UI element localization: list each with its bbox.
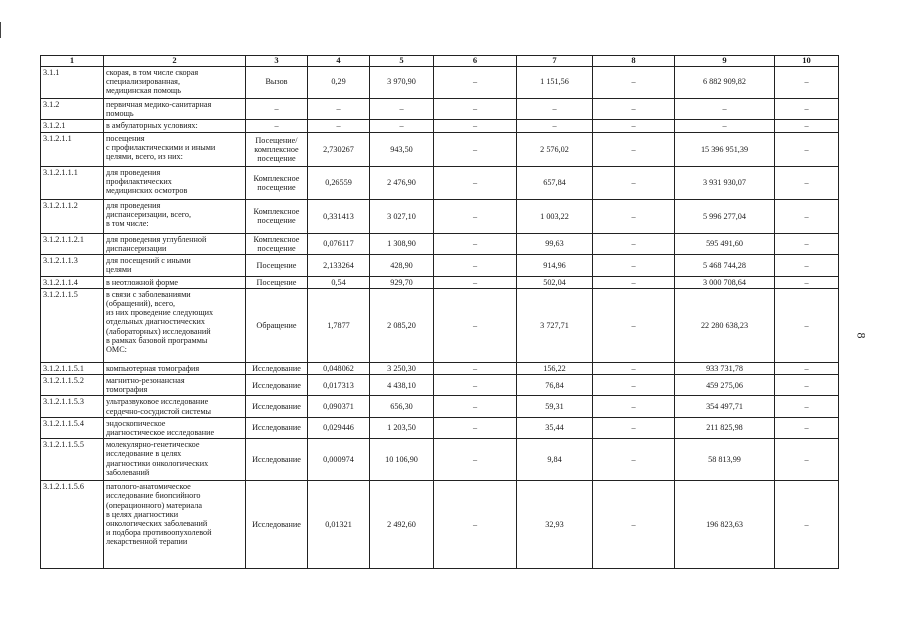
row-col6: – (434, 166, 517, 199)
table-row (41, 166, 839, 199)
row-cost: 4 438,10 (370, 375, 434, 396)
row-cost: – (370, 119, 434, 132)
table-row (41, 417, 839, 438)
row-cost: 1 308,90 (370, 233, 434, 254)
row-unit: Комплексное посещение (246, 199, 308, 233)
row-norm: 0,000974 (308, 439, 370, 481)
row-norm: 0,017313 (308, 375, 370, 396)
row-col6: – (434, 199, 517, 233)
table-body (41, 66, 839, 569)
row-col6: – (434, 233, 517, 254)
column-header-5: 5 (370, 56, 434, 67)
column-header-2: 2 (104, 56, 246, 67)
row-name: в амбулаторных условиях: (104, 119, 246, 132)
row-code: 3.1.2.1.1 (41, 132, 104, 166)
row-unit: Исследование (246, 375, 308, 396)
row-col10: – (775, 288, 839, 362)
column-header-7: 7 (517, 56, 593, 67)
row-norm: 0,331413 (308, 199, 370, 233)
scan-edge-mark (0, 22, 1, 38)
column-header-8: 8 (593, 56, 675, 67)
row-col10: – (775, 132, 839, 166)
row-col8: – (593, 439, 675, 481)
row-total: 196 823,63 (675, 481, 775, 569)
row-unit: Обращение (246, 288, 308, 362)
row-col10: – (775, 375, 839, 396)
row-col6: – (434, 417, 517, 438)
row-total: 933 731,78 (675, 362, 775, 374)
row-col10: – (775, 98, 839, 119)
row-total: 459 275,06 (675, 375, 775, 396)
row-norm: – (308, 98, 370, 119)
table-header (41, 56, 839, 67)
column-header-1: 1 (41, 56, 104, 67)
row-col8: – (593, 119, 675, 132)
row-unit: Исследование (246, 439, 308, 481)
table-row (41, 375, 839, 396)
row-name: патолого-анатомическое исследование биопсийного (операционного) материала в целях диагностики онкологических заболеваний и подбора противоопухолевой лекарственной терапии (104, 481, 246, 569)
row-per-capita: 59,31 (517, 396, 593, 417)
row-per-capita: 32,93 (517, 481, 593, 569)
table-row (41, 233, 839, 254)
row-cost: 3 250,30 (370, 362, 434, 374)
row-norm: 0,01321 (308, 481, 370, 569)
cost-table (40, 55, 839, 569)
row-norm: 0,048062 (308, 362, 370, 374)
row-cost: 943,50 (370, 132, 434, 166)
row-cost: 2 492,60 (370, 481, 434, 569)
table-row (41, 276, 839, 288)
row-col8: – (593, 233, 675, 254)
row-col10: – (775, 396, 839, 417)
row-name: для проведения профилактических медицинских осмотров (104, 166, 246, 199)
table-row (41, 288, 839, 362)
row-total: 58 813,99 (675, 439, 775, 481)
row-unit: Посещение (246, 255, 308, 276)
row-per-capita: 3 727,71 (517, 288, 593, 362)
row-norm: 0,26559 (308, 166, 370, 199)
row-col8: – (593, 255, 675, 276)
row-total: 5 468 744,28 (675, 255, 775, 276)
row-col10: – (775, 439, 839, 481)
row-per-capita: 99,63 (517, 233, 593, 254)
table-row (41, 396, 839, 417)
row-col8: – (593, 66, 675, 98)
row-name: ультразвуковое исследование сердечно-сосудистой системы (104, 396, 246, 417)
row-norm: 0,076117 (308, 233, 370, 254)
row-per-capita: 76,84 (517, 375, 593, 396)
row-col10: – (775, 66, 839, 98)
row-total: 5 996 277,04 (675, 199, 775, 233)
row-code: 3.1.2.1.1.5.5 (41, 439, 104, 481)
row-col8: – (593, 375, 675, 396)
row-col6: – (434, 119, 517, 132)
row-unit: Исследование (246, 362, 308, 374)
row-col10: – (775, 417, 839, 438)
row-name: первичная медико-санитарная помощь (104, 98, 246, 119)
row-norm: 0,29 (308, 66, 370, 98)
row-total: 3 000 708,64 (675, 276, 775, 288)
row-col6: – (434, 288, 517, 362)
row-norm: – (308, 119, 370, 132)
row-norm: 1,7877 (308, 288, 370, 362)
row-unit: Вызов (246, 66, 308, 98)
header-row (41, 56, 839, 67)
table-row (41, 439, 839, 481)
row-per-capita: 9,84 (517, 439, 593, 481)
row-unit: – (246, 119, 308, 132)
row-code: 3.1.2 (41, 98, 104, 119)
row-unit: Исследование (246, 481, 308, 569)
row-unit: Исследование (246, 417, 308, 438)
row-col10: – (775, 233, 839, 254)
row-name: магнитно-резонансная томография (104, 375, 246, 396)
row-per-capita: 657,84 (517, 166, 593, 199)
row-total: 6 882 909,82 (675, 66, 775, 98)
row-name: в связи с заболеваниями (обращений), всего, из них проведение следующих отдельных диагностических (лабораторных) исследований в рамках базовой программы ОМС: (104, 288, 246, 362)
row-cost: 3 970,90 (370, 66, 434, 98)
row-cost: 2 476,90 (370, 166, 434, 199)
row-col8: – (593, 288, 675, 362)
row-cost: 929,70 (370, 276, 434, 288)
row-per-capita: 156,22 (517, 362, 593, 374)
row-code: 3.1.2.1.1.4 (41, 276, 104, 288)
row-col10: – (775, 481, 839, 569)
row-unit: Посещение/ комплексное посещение (246, 132, 308, 166)
row-per-capita: 2 576,02 (517, 132, 593, 166)
row-col6: – (434, 375, 517, 396)
row-unit: Комплексное посещение (246, 166, 308, 199)
row-col8: – (593, 396, 675, 417)
table-row (41, 132, 839, 166)
row-col8: – (593, 417, 675, 438)
table-row (41, 199, 839, 233)
row-cost: 2 085,20 (370, 288, 434, 362)
row-unit: Исследование (246, 396, 308, 417)
row-total: 595 491,60 (675, 233, 775, 254)
row-cost: 428,90 (370, 255, 434, 276)
table-row (41, 481, 839, 569)
row-code: 3.1.2.1.1.5.2 (41, 375, 104, 396)
row-code: 3.1.1 (41, 66, 104, 98)
row-per-capita: 1 003,22 (517, 199, 593, 233)
column-header-6: 6 (434, 56, 517, 67)
row-code: 3.1.2.1.1.5 (41, 288, 104, 362)
row-total: 354 497,71 (675, 396, 775, 417)
row-col8: – (593, 481, 675, 569)
table-row (41, 362, 839, 374)
row-col8: – (593, 166, 675, 199)
row-code: 3.1.2.1 (41, 119, 104, 132)
row-norm: 2,730267 (308, 132, 370, 166)
row-name: для проведения углубленной диспансеризации (104, 233, 246, 254)
row-col6: – (434, 439, 517, 481)
row-per-capita: – (517, 98, 593, 119)
row-col6: – (434, 98, 517, 119)
row-per-capita: 502,04 (517, 276, 593, 288)
row-total: 22 280 638,23 (675, 288, 775, 362)
row-code: 3.1.2.1.1.1 (41, 166, 104, 199)
row-code: 3.1.2.1.1.5.4 (41, 417, 104, 438)
row-col10: – (775, 255, 839, 276)
row-cost: 3 027,10 (370, 199, 434, 233)
row-col6: – (434, 481, 517, 569)
row-code: 3.1.2.1.1.5.1 (41, 362, 104, 374)
row-name: для посещений с иными целями (104, 255, 246, 276)
row-col8: – (593, 98, 675, 119)
row-col8: – (593, 199, 675, 233)
row-col10: – (775, 119, 839, 132)
column-header-4: 4 (308, 56, 370, 67)
row-code: 3.1.2.1.1.5.3 (41, 396, 104, 417)
column-header-10: 10 (775, 56, 839, 67)
row-col10: – (775, 276, 839, 288)
row-per-capita: 1 151,56 (517, 66, 593, 98)
row-code: 3.1.2.1.1.2.1 (41, 233, 104, 254)
row-total: 15 396 951,39 (675, 132, 775, 166)
row-norm: 0,54 (308, 276, 370, 288)
row-total: 211 825,98 (675, 417, 775, 438)
row-unit: Посещение (246, 276, 308, 288)
row-unit: Комплексное посещение (246, 233, 308, 254)
table-row (41, 255, 839, 276)
row-col8: – (593, 362, 675, 374)
row-total: – (675, 119, 775, 132)
row-name: посещения с профилактическими и иными целями, всего, из них: (104, 132, 246, 166)
row-col10: – (775, 199, 839, 233)
row-col6: – (434, 66, 517, 98)
row-name: для проведения диспансеризации, всего, в том числе: (104, 199, 246, 233)
row-code: 3.1.2.1.1.3 (41, 255, 104, 276)
row-col6: – (434, 255, 517, 276)
table-row (41, 98, 839, 119)
table-row (41, 119, 839, 132)
row-per-capita: – (517, 119, 593, 132)
row-col6: – (434, 132, 517, 166)
row-norm: 2,133264 (308, 255, 370, 276)
column-header-3: 3 (246, 56, 308, 67)
row-norm: 0,090371 (308, 396, 370, 417)
row-col6: – (434, 396, 517, 417)
row-name: компьютерная томография (104, 362, 246, 374)
row-cost: 1 203,50 (370, 417, 434, 438)
row-per-capita: 35,44 (517, 417, 593, 438)
row-col10: – (775, 362, 839, 374)
row-cost: – (370, 98, 434, 119)
row-norm: 0,029446 (308, 417, 370, 438)
row-code: 3.1.2.1.1.2 (41, 199, 104, 233)
row-col6: – (434, 362, 517, 374)
row-per-capita: 914,96 (517, 255, 593, 276)
row-code: 3.1.2.1.1.5.6 (41, 481, 104, 569)
row-total: – (675, 98, 775, 119)
page-number: 8 (854, 332, 869, 339)
row-name: в неотложной форме (104, 276, 246, 288)
row-col6: – (434, 276, 517, 288)
row-cost: 656,30 (370, 396, 434, 417)
row-col8: – (593, 132, 675, 166)
row-col8: – (593, 276, 675, 288)
row-name: эндоскопическое диагностическое исследование (104, 417, 246, 438)
row-name: молекулярно-генетическое исследование в целях диагностики онкологических заболеваний (104, 439, 246, 481)
row-name: скорая, в том числе скорая специализированная, медицинская помощь (104, 66, 246, 98)
row-cost: 10 106,90 (370, 439, 434, 481)
table-row (41, 66, 839, 98)
row-total: 3 931 930,07 (675, 166, 775, 199)
row-col10: – (775, 166, 839, 199)
column-header-9: 9 (675, 56, 775, 67)
row-unit: – (246, 98, 308, 119)
